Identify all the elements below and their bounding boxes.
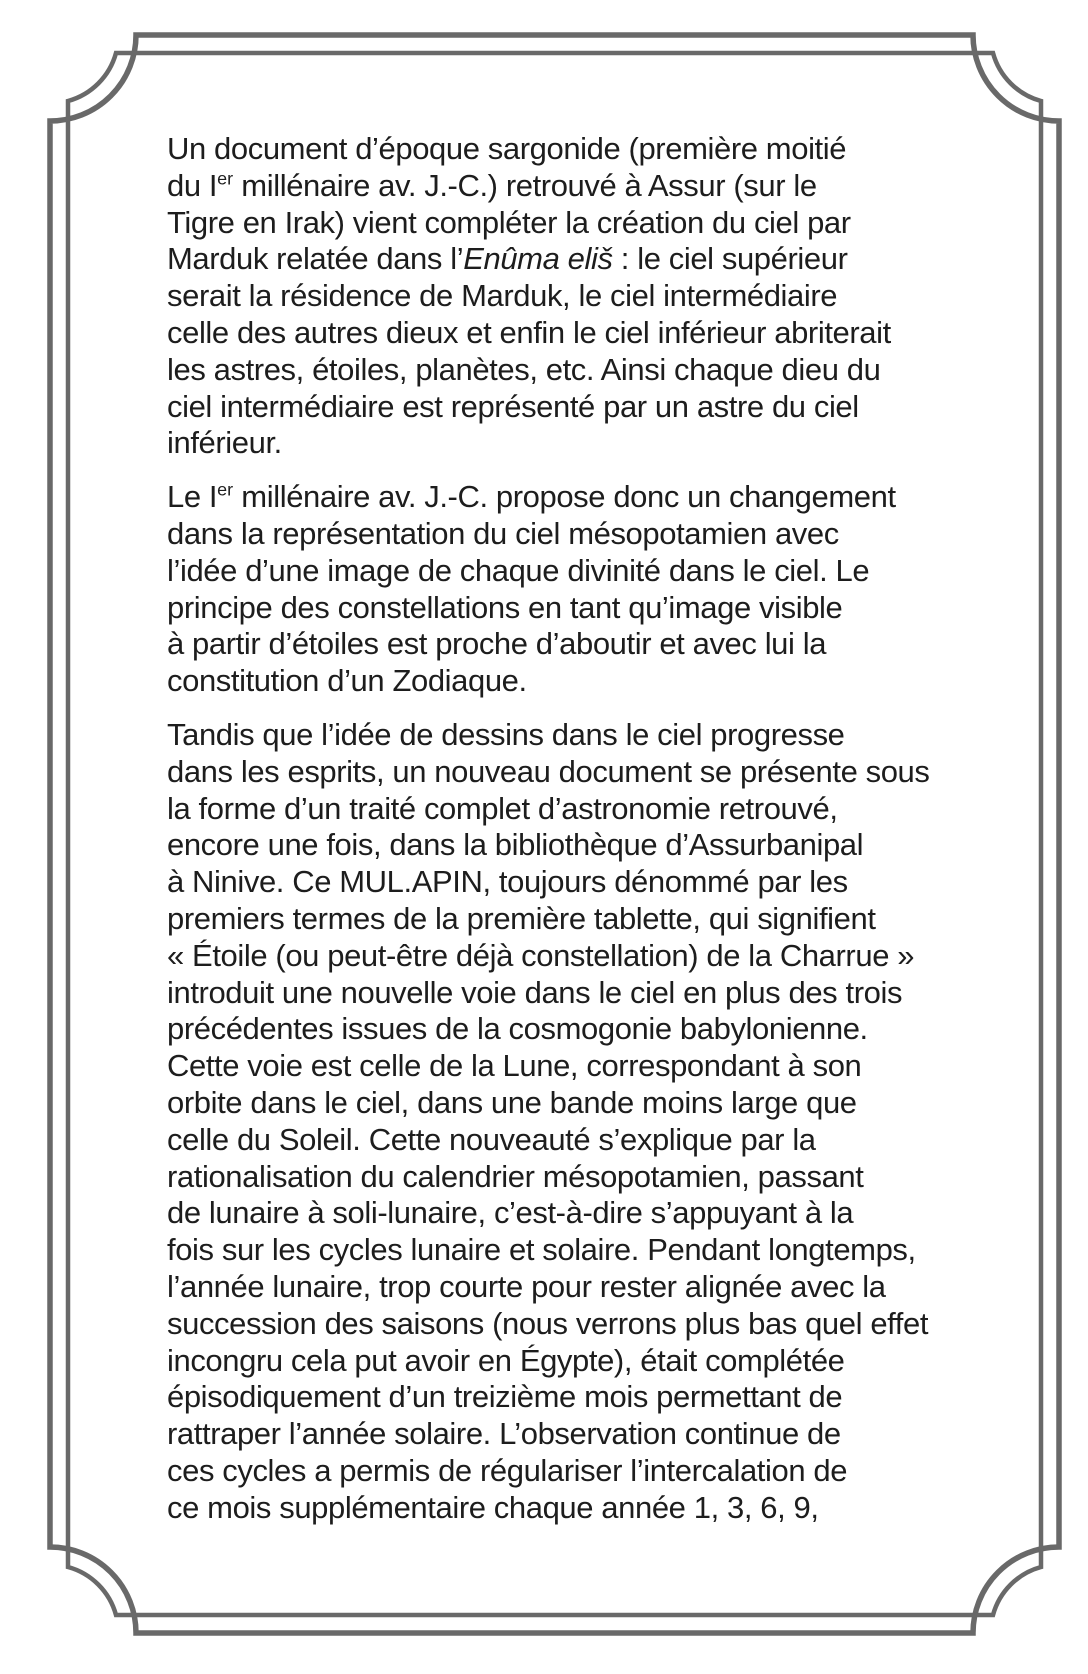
text-line: à Ninive. Ce MUL.APIN, toujours dénommé par les [167,864,848,900]
text-line: épisodiquement d’un treizième mois permettant de [167,1379,843,1415]
text-line: ciel intermédiaire est représenté par un astre du ciel [167,388,859,424]
text-line: Cette voie est celle de la Lune, correspondant à son [167,1048,862,1084]
text-line: Un document d’époque sargonide (première moitié [167,131,847,166]
text-line: principe des constellations en tant qu’image visible [167,589,843,625]
text-line: incongru cela put avoir en Égypte), était complétée [167,1342,845,1378]
text-line: celle des autres dieux et enfin le ciel inférieur abriterait [167,314,891,350]
text-line: du Ier millénaire av. J.-C.) retrouvé à Assur (sur le [167,167,817,203]
text-line: ce mois supplémentaire chaque année 1, 3, 6, 9, [167,1489,819,1525]
text-line: dans les esprits, un nouveau document se présente sous [167,753,930,789]
text-line: fois sur les cycles lunaire et solaire. Pendant longtemps, [167,1232,916,1268]
text-line: rattraper l’année solaire. L’observation continue de [167,1416,841,1452]
text-line: à partir d’étoiles est proche d’aboutir et avec lui la [167,626,827,662]
text-line: Tandis que l’idée de dessins dans le ciel progresse [167,716,845,752]
text-line: Tigre en Irak) vient compléter la création du ciel par [167,204,851,240]
text-line: l’année lunaire, trop courte pour rester alignée avec la [167,1268,886,1304]
text-line: inférieur. [167,425,282,461]
text-line: Le Ier millénaire av. J.-C. propose donc un changement [167,479,896,515]
text-line: serait la résidence de Marduk, le ciel intermédiaire [167,278,838,314]
text-line: constitution d’un Zodiaque. [167,663,527,699]
text-line: la forme d’un traité complet d’astronomie retrouvé, [167,790,838,826]
text-line: les astres, étoiles, planètes, etc. Ainsi chaque dieu du [167,351,881,387]
text-line: rationalisation du calendrier mésopotamien, passant [167,1158,864,1194]
paragraph [167,131,937,462]
text-line: dans la représentation du ciel mésopotamien avec [167,515,839,551]
text-line: Marduk relatée dans l’Enûma eliš : le ciel supérieur [167,241,848,277]
text-line: encore une fois, dans la bibliothèque d’Assurbanipal [167,827,864,863]
text-line: précédentes issues de la cosmogonie babylonienne. [167,1011,868,1047]
page-text [167,131,937,1543]
text-line: l’idée d’une image de chaque divinité dans le ciel. Le [167,552,870,588]
text-line: succession des saisons (nous verrons plus bas quel effet [167,1305,929,1341]
text-line: introduit une nouvelle voie dans le ciel en plus des trois [167,974,903,1010]
text-line: premiers termes de la première tablette, qui signifient [167,900,876,936]
text-line: celle du Soleil. Cette nouveauté s’explique par la [167,1121,816,1157]
text-line: orbite dans le ciel, dans une bande moins large que [167,1084,857,1120]
text-line: ces cycles a permis de régulariser l’intercalation de [167,1452,848,1488]
paragraph [167,717,937,1527]
text-line: de lunaire à soli-lunaire, c’est-à-dire s’appuyant à la [167,1195,854,1231]
text-line: « Étoile (ou peut-être déjà constellation) de la Charrue » [167,937,915,973]
paragraph [167,479,937,700]
